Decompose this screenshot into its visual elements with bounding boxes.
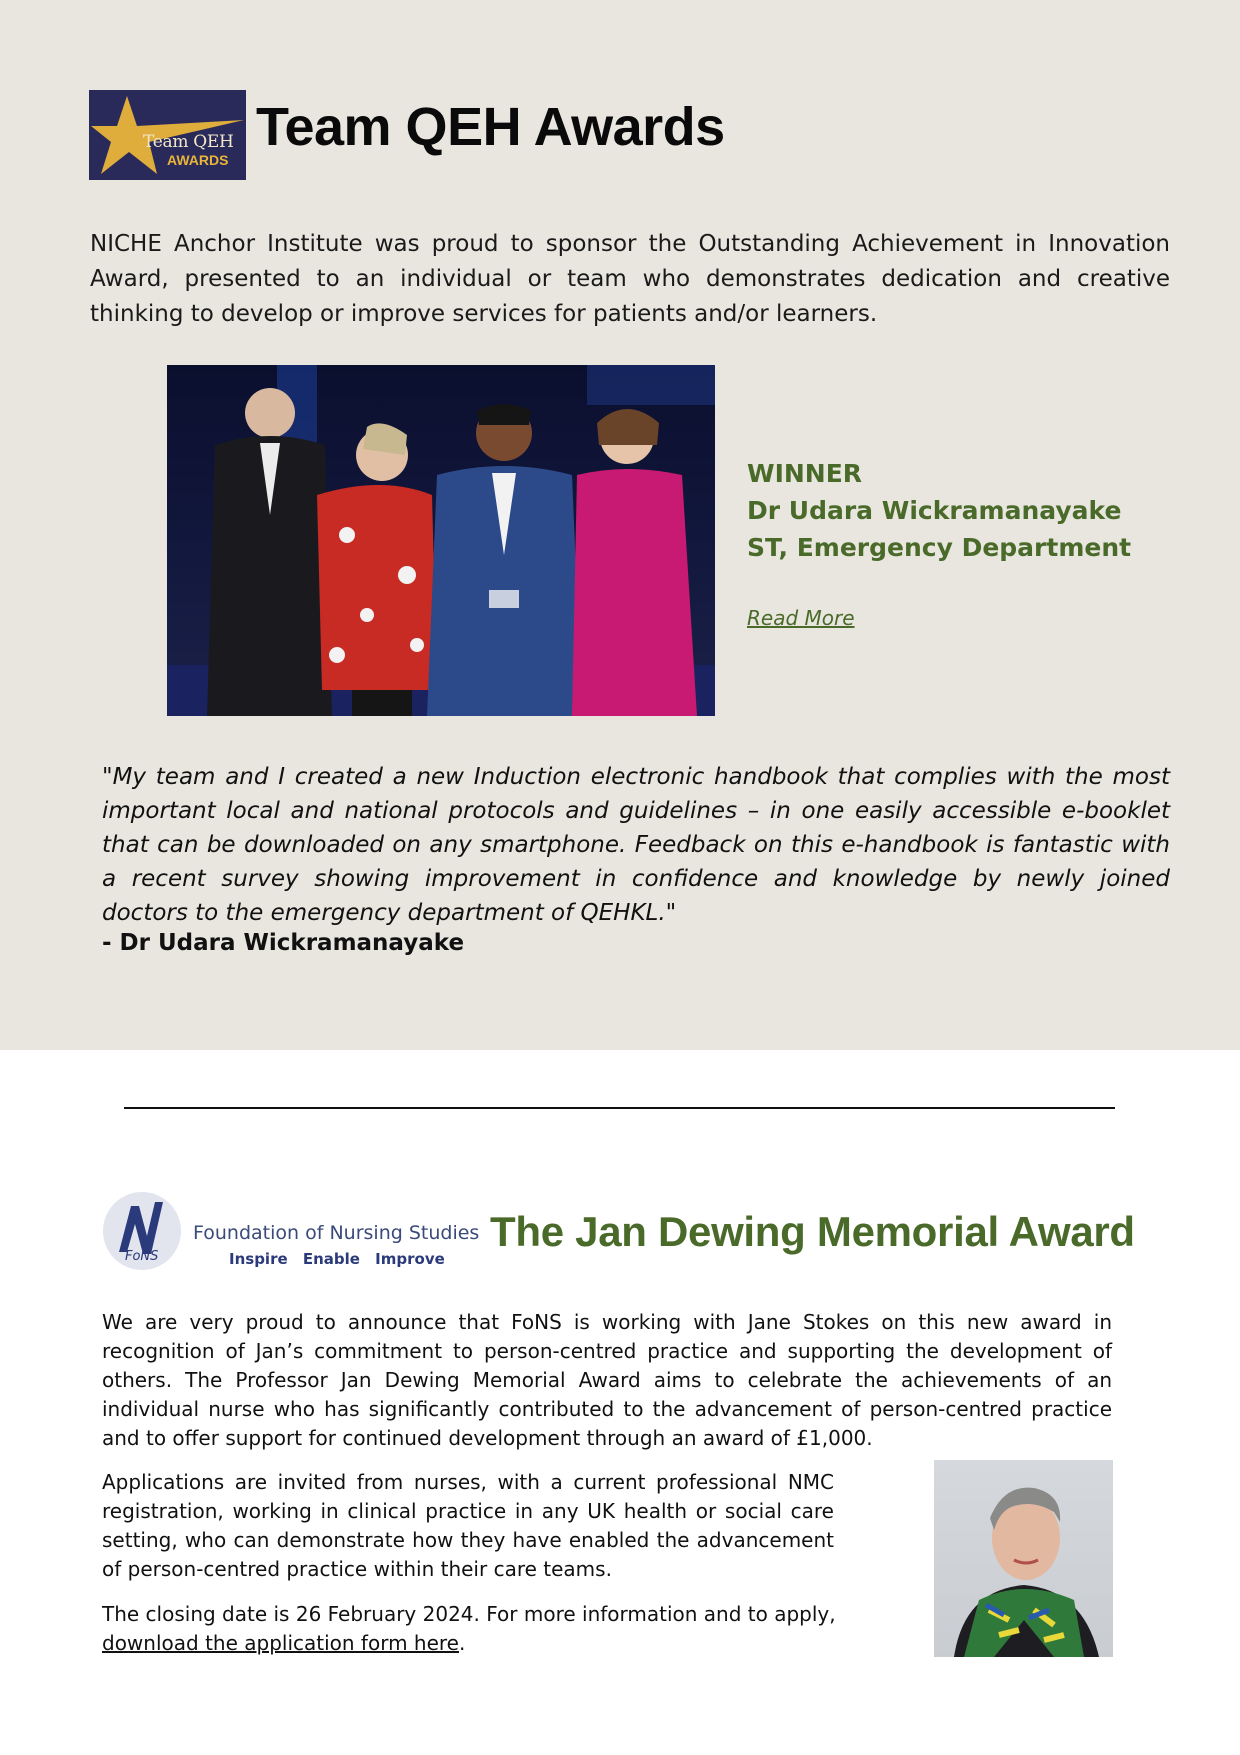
winner-role: ST, Emergency Department [747,533,1132,562]
application-form-link[interactable]: download the application form here [102,1631,459,1655]
fons-logo-name: Foundation of Nursing Studies [193,1222,480,1244]
closing-period: . [458,1631,466,1655]
award-winners-photo [167,365,715,716]
fons-abbr: FoNS [125,1249,159,1264]
logo-text-line1: Team QEH [143,132,234,152]
team-qeh-awards-logo [89,90,246,180]
section-divider [124,1107,1115,1109]
fons-award-title: The Jan Dewing Memorial Award [490,1208,1135,1255]
winner-name: Dr Udara Wickramanayake [747,496,1122,525]
closing-date-text: The closing date is 26 February 2024. For more information and to apply, [102,1602,836,1626]
page-title: Team QEH Awards [256,97,725,157]
quote-author: - Dr Udara Wickramanayake [102,930,465,956]
fons-paragraph-2: Applications are invited from nurses, with a current professional NMC registration, working in clinical practice in any UK health or social care setting, who can demonstrate how they have enabled the advancement of person-centred practice within their care teams. [102,1470,834,1581]
fons-paragraph-3 [102,1600,842,1658]
jan-dewing-portrait [934,1460,1113,1657]
winner-label: WINNER [747,459,863,488]
fons-paragraph-1: We are very proud to announce that FoNS is working with Jane Stokes on this new award in recognition of Jan’s commitment to person-centred practice and supporting the development of others. The Professor Jan Dewing Memorial Award aims to celebrate the achievements of an individual nurse who has significantly contributed to the advancement of person-centred practice and to offer support for continued development through an award of £1,000. [102,1310,1112,1450]
fons-n-circle-icon [103,1192,181,1270]
read-more-link[interactable]: Read More [747,606,855,630]
winner-quote: "My team and I created a new Induction electronic handbook that complies with the most important local and national protocols and guidelines – in one easily accessible e-booklet that can be downloaded on any smartphone. Feedback on this e-handbook is fantastic with a recent survey showing improvement in confidence and knowledge by newly joined doctors to the emergency department of QEHKL." [102,764,1170,926]
intro-paragraph: NICHE Anchor Institute was proud to sponsor the Outstanding Achievement in Innovation Award, presented to an individual or team who demonstrates dedication and creative thinking to develop or improve services for patients and/or learners. [90,231,1170,327]
winner-info [747,455,1167,566]
logo-text-line2: AWARDS [167,152,229,168]
fons-logo-tagline: Inspire Enable Improve [229,1250,445,1268]
fons-logo [101,1190,480,1272]
